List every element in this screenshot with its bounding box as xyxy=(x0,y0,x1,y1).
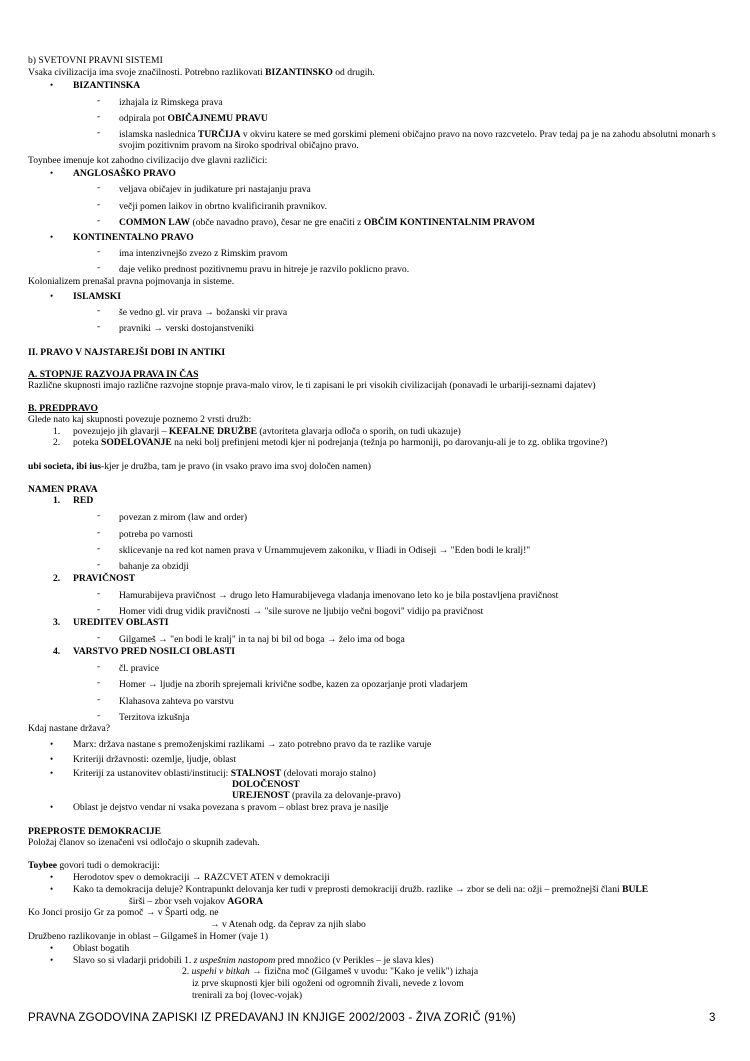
text: Kako ta demokracija deluje? Kontrapunkt delovanja ker tudi v preprosti demokraciji družb. razlike → zbor se deli na: ožji – premožnejši člani xyxy=(73,884,623,895)
text: Slavo so si vladarji pridobili 1. xyxy=(73,955,194,966)
bullet: • xyxy=(50,739,54,749)
list-item-cont xyxy=(129,896,263,907)
bullet: • xyxy=(50,943,54,953)
namen-heading: NAMEN PRAVA xyxy=(28,484,98,495)
text-bold: COMMON LAW xyxy=(119,217,191,228)
item-bizantinska: BIZANTINSKA xyxy=(73,80,141,91)
list-number: 4. xyxy=(53,646,61,657)
bullet: • xyxy=(50,872,54,882)
text: 2. xyxy=(182,966,192,977)
dash: - xyxy=(97,182,101,193)
dash: - xyxy=(97,694,101,705)
dash: - xyxy=(97,510,101,521)
text: širši – zbor vseh vojakov xyxy=(129,896,228,907)
dash: - xyxy=(97,661,101,672)
list-item xyxy=(73,437,607,448)
heading-svetovni: b) SVETOVNI PRAVNI SISTEMI xyxy=(28,55,163,66)
list-number: 3. xyxy=(53,617,61,628)
bullet: • xyxy=(50,168,54,178)
dash: - xyxy=(97,215,101,226)
text: pred množico (v Perikles – je slava kles) xyxy=(275,955,434,966)
list-item xyxy=(73,955,434,966)
text: govori tudi o demokraciji: xyxy=(56,860,160,871)
dash: - xyxy=(97,559,101,570)
text-bold: SODELOVANJE xyxy=(100,437,172,448)
bullet: • xyxy=(50,291,54,301)
bullet: • xyxy=(50,955,54,965)
sub-item: Homer vidi drug vidik pravičnosti → "sile surove ne ljubijo večni bogovi" vidijo pa pravičnost xyxy=(119,606,484,617)
text-italic: z uspešnim nastopom xyxy=(193,955,276,966)
text: od drugih. xyxy=(332,67,375,78)
item-anglosasko: ANGLOSAŠKO PRAVO xyxy=(73,168,176,179)
sub-item: veljava običajev in judikature pri nastajanju prava xyxy=(119,184,311,195)
item-islamski: ISLAMSKI xyxy=(73,291,121,302)
sub-item: Gilgameš → "en bodi le kralj" in ta naj bi bil od boga → želo ima od boga xyxy=(119,634,405,645)
list-item: Marx: država nastane s premoženjskimi razlikami → zato potrebno pravo da te razlike varuje xyxy=(73,739,432,750)
bullet: • xyxy=(50,802,54,812)
dash: - xyxy=(97,246,101,257)
toybee-line xyxy=(28,860,160,871)
dash: - xyxy=(97,588,101,599)
namen-item: VARSTVO PRED NOSILCI OBLASTI xyxy=(73,646,235,657)
sub-item: sklicevanje na red kot namen prava v Urnammujevem zakoniku, v Iliadi in Odiseji → "Eden bodi le kralj!" xyxy=(119,545,531,556)
list-item: Herodotov spev o demokraciji → RAZCVET ATEN v demokraciji xyxy=(73,872,330,883)
namen-item: PRAVIČNOST xyxy=(73,573,136,584)
list-item-cont: iz prve skupnosti kjer bili ogoženi od ogromnih živali, nevede z lovom xyxy=(192,978,464,989)
sub-item: Klahasova zahteva po varstvu xyxy=(119,696,234,707)
bullet: • xyxy=(50,884,54,894)
list-item-cont xyxy=(182,966,478,977)
intro-line xyxy=(28,67,375,78)
text: → fizična moč (Gilgameš v uvodu: "Kako je velik") izhaja xyxy=(249,966,479,977)
page-footer: PRAVNA ZGODOVINA ZAPISKI IZ PREDAVANJ IN KNJIGE 2002/2003 - ŽIVA ZORIČ (91%) xyxy=(28,1012,516,1024)
dash: - xyxy=(97,321,101,332)
list-item: Oblast bogatih xyxy=(73,943,130,954)
list-item: Oblast je dejstvo vendar ni vsaka povezana s pravom – oblast brez prava je nasilje xyxy=(73,802,389,813)
sub-item xyxy=(119,129,719,152)
kolonializem-line: Kolonializem prenašal pravna pojmovanja in sisteme. xyxy=(28,276,235,287)
dash: - xyxy=(97,111,101,122)
sub-item: daje veliko prednost pozitivnemu pravu in hitreje je razvilo poklicno pravo. xyxy=(119,264,410,275)
text-bold: TURČIJA xyxy=(197,129,241,140)
preproste-heading: PREPROSTE DEMOKRACIJE xyxy=(28,826,161,837)
toynbee-line: Toynbee imenuje kot zahodno civilizacijo dve glavni različici: xyxy=(28,155,268,166)
text: islamska naslednica xyxy=(119,129,198,140)
text-bold: Toybee xyxy=(28,860,57,871)
list-number: 1. xyxy=(53,495,61,506)
dash: - xyxy=(97,677,101,688)
list-item xyxy=(73,768,376,779)
text: Vsaka civilizacija ima svoje značilnosti. Potrebno razlikovati xyxy=(28,67,266,78)
sub-item: večji pomen laikov in obrtno kvalificiranih pravnikov. xyxy=(119,201,327,212)
dash: - xyxy=(97,262,101,273)
section-heading-b: B. PREDPRAVO xyxy=(28,403,98,414)
sub-item xyxy=(119,113,268,124)
bullet: • xyxy=(50,232,54,242)
namen-item: UREDITEV OBLASTI xyxy=(73,617,169,628)
bullet: • xyxy=(50,754,54,764)
list-item xyxy=(73,426,461,437)
list-number: 1. xyxy=(53,426,61,437)
list-item xyxy=(73,884,648,895)
list-number: 2. xyxy=(53,573,61,584)
paragraph: Glede nato kaj skupnosti povezuje poznemo 2 vrsti družb: xyxy=(28,414,252,425)
sub-item: bahanje za obzidji xyxy=(119,561,189,572)
text-bold: KEFALNE DRUŽBE xyxy=(168,426,257,437)
ubi-line xyxy=(28,461,371,472)
text: poteka xyxy=(73,437,101,448)
text: (obče navadno pravo), česar ne gre enačiti z xyxy=(190,217,364,228)
item-kontinentalno: KONTINENTALNO PRAVO xyxy=(73,232,194,243)
text-bold: AGORA xyxy=(227,896,264,907)
dash: - xyxy=(97,199,101,210)
text: (pravila za delovanje-pravo) xyxy=(289,790,401,801)
namen-item: RED xyxy=(73,495,94,506)
text: (avtoriteta glavarja odloča o sporih, on tudi ukazuje) xyxy=(256,426,461,437)
text-bold: STALNOST xyxy=(230,768,282,779)
text: v okviru katere se med gorskimi plemeni običajno pravo na novo razcvetelo. Prav tedaj pa je na zahodu absolutni monarh s svojim pozitivnim pravom na široko spodrival običajno pravo. xyxy=(119,129,716,152)
text-italic: uspehi v bitkah xyxy=(191,966,250,977)
text-bold: ubi societa, ibi ius xyxy=(28,461,102,472)
dash: - xyxy=(97,632,101,643)
list-number: 2. xyxy=(53,437,61,448)
dash: - xyxy=(97,604,101,615)
paragraph: Ko Jonci prosijo Gr za pomoč → v Šparti odg. ne xyxy=(28,907,219,918)
question-line: Kdaj nastane država? xyxy=(28,723,111,734)
sub-item: pravniki → verski dostojanstveniki xyxy=(119,323,255,334)
sub-item: ima intenzivnejšo zvezo z Rimskim pravom xyxy=(119,248,288,259)
dash: - xyxy=(97,710,101,721)
dash: - xyxy=(97,127,101,138)
sub-item: Terzitova izkušnja xyxy=(119,712,190,723)
text-bold: BIZANTINSKO xyxy=(265,67,333,78)
paragraph: → v Atenah odg. da čeprav za njih slabo xyxy=(210,919,366,930)
sub-item: še vedno gl. vir prava → božanski vir prava xyxy=(119,307,288,318)
criterion xyxy=(232,790,401,801)
text: odpirala pot xyxy=(119,113,168,124)
paragraph: Družbeno razlikovanje in oblast – Gilgameš in Homer (vaje 1) xyxy=(28,931,269,942)
text-bold: OBIČAJNEMU PRAVU xyxy=(167,113,268,124)
sub-item xyxy=(119,217,535,228)
list-item: Kriteriji državnosti: ozemlje, ljudje, oblast xyxy=(73,754,237,765)
section-heading: II. PRAVO V NAJSTAREJŠI DOBI IN ANTIKI xyxy=(28,347,226,358)
sub-item: povezan z mirom (law and order) xyxy=(119,512,248,523)
bullet: • xyxy=(50,768,54,778)
text: (delovati morajo stalno) xyxy=(281,768,376,779)
paragraph: Položaj članov so izenačeni vsi odločajo o skupnih zadevah. xyxy=(28,837,260,848)
section-heading-a: A. STOPNJE RAZVOJA PRAVA IN ČAS xyxy=(28,369,199,380)
sub-item: Homer → ljudje na zborih sprejemali krivične sodbe, kazen za opozarjanje proti vladarjem xyxy=(119,679,468,690)
list-item-cont: trenirali za boj (lovec-vojak) xyxy=(192,990,303,1001)
sub-item: potreba po varnosti xyxy=(119,529,194,540)
text: Kriteriji za ustanovitev oblasti/institucij: xyxy=(73,768,231,779)
text-bold: OBČIM KONTINENTALNIM PRAVOM xyxy=(363,217,535,228)
sub-item: čl. pravice xyxy=(119,663,159,674)
text-bold: UREJENOST xyxy=(232,790,290,801)
text: -kjer je družba, tam je pravo (in vsako pravo ima svoj določen namen) xyxy=(101,461,371,472)
sub-item: Hamurabijeva pravičnost → drugo leto Hamurabijevega vladanja imenovano leto ko je bila postavljena pravičnost xyxy=(119,590,559,601)
text: na neki bolj prefinjeni metodi kjer ni podrejanja (težnja po harmoniji, po darovanju-ali je to zg. oblika trgovine?) xyxy=(171,437,608,448)
criterion: DOLOČENOST xyxy=(232,779,300,790)
dash: - xyxy=(97,543,101,554)
bullet: • xyxy=(50,80,54,90)
paragraph: Različne skupnosti imajo različne razvojne stopnje prava-malo virov, le ti zapisani le pri visokih civilizacijah (ponavadi le urbariji-seznami dajatev) xyxy=(28,380,596,391)
text: povezujejo jih glavarji – xyxy=(73,426,169,437)
dash: - xyxy=(97,95,101,106)
page-number: 3 xyxy=(709,1012,716,1024)
text-bold: BULE xyxy=(622,884,649,895)
dash: - xyxy=(97,527,101,538)
dash: - xyxy=(97,305,101,316)
sub-item: izhajala iz Rimskega prava xyxy=(119,97,223,108)
